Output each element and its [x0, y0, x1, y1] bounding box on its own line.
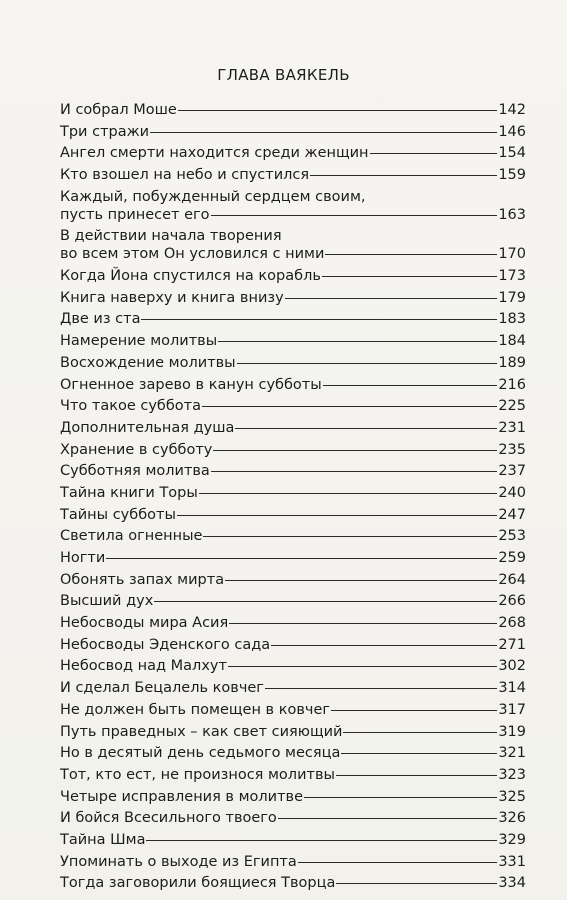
toc-entry-title: Четыре исправления в молитве — [60, 788, 303, 805]
toc-entry — [60, 505, 526, 526]
toc-entry-row — [60, 700, 526, 721]
toc-entry — [60, 461, 526, 482]
toc-entry-title: Небосводы мира Асия — [60, 615, 229, 632]
toc-entry-title: Дополнительная душа — [60, 419, 235, 436]
toc-entry-page-number: 231 — [498, 419, 526, 436]
toc-entry — [60, 678, 526, 699]
toc-entry — [60, 613, 526, 634]
toc-entry-row — [60, 873, 526, 894]
toc-entry-title: Книга наверху и книга внизу — [60, 289, 284, 306]
toc-entry-page-number: 216 — [498, 376, 526, 393]
toc-entry-row — [60, 440, 526, 461]
toc-entry — [60, 808, 526, 829]
toc-entry-row — [60, 266, 526, 287]
toc-entry — [60, 722, 526, 743]
toc-entry-leader — [285, 298, 498, 299]
toc-entry-page-number: 159 — [498, 167, 526, 184]
toc-entry-leader — [178, 110, 498, 111]
toc-entry-row — [60, 396, 526, 417]
toc-entry-row — [60, 830, 526, 851]
toc-entry-row — [60, 635, 526, 656]
toc-entry — [60, 122, 526, 143]
toc-entry-page-number: 173 — [498, 268, 526, 285]
toc-entry-row — [60, 483, 526, 504]
toc-entry-title: Что такое суббота — [60, 398, 201, 415]
toc-entry-leader — [322, 276, 497, 277]
toc-entry-leader — [235, 428, 497, 429]
toc-entry-page-number: 247 — [498, 506, 526, 523]
toc-entry — [60, 440, 526, 461]
toc-entry-page-number: 259 — [498, 550, 526, 566]
toc-entry-page-number: 325 — [498, 788, 526, 805]
toc-entry-title: Не должен быть помещен в ковчег — [60, 701, 330, 718]
toc-entry-leader — [199, 493, 497, 494]
toc-entry-row — [60, 143, 526, 164]
toc-entry — [60, 548, 526, 569]
toc-entry-row — [60, 787, 526, 808]
toc-entry — [60, 353, 526, 374]
toc-entry-title: Восхождение молитвы — [60, 354, 236, 371]
toc-entry-page-number: 321 — [498, 745, 526, 762]
toc-entry-leader — [213, 450, 497, 451]
toc-entry-title: Небосвод над Малхут — [60, 658, 227, 675]
toc-entry-page-number: 331 — [498, 853, 526, 870]
toc-entry-leader — [343, 732, 497, 733]
toc-entry-title: Светила огненные — [60, 528, 203, 545]
toc-entry-row — [60, 288, 526, 309]
toc-entry-leader — [304, 797, 497, 798]
toc-entry-page-number: 237 — [498, 463, 526, 480]
toc-entry-leader — [177, 515, 497, 516]
toc-entry-page-number: 264 — [498, 571, 526, 588]
toc-entry-leader — [106, 558, 497, 559]
toc-entry-leader — [154, 601, 497, 602]
toc-entry-row — [60, 613, 526, 634]
chapter-title: ГЛАВА ВАЯКЕЛЬ — [217, 66, 350, 84]
toc-entry-row — [60, 461, 526, 482]
toc-entry-title: Хранение в субботу — [60, 441, 213, 458]
toc-entry-row — [60, 418, 526, 439]
toc-entry-title: Высший дух — [60, 593, 154, 610]
toc-entry — [60, 700, 526, 721]
toc-entry — [60, 143, 526, 164]
toc-entry-page-number: 326 — [498, 810, 526, 827]
toc-entry-leader — [370, 153, 498, 154]
toc-entry-row — [60, 165, 526, 186]
toc-entry-page-number: 319 — [498, 723, 526, 740]
toc-entry-page-number: 323 — [498, 766, 526, 783]
toc-entry-leader — [265, 688, 497, 689]
toc-entry-leader — [341, 753, 497, 754]
toc-entry — [60, 635, 526, 656]
toc-entry — [60, 331, 526, 352]
toc-entry-title: Упоминать о выходе из Египта — [60, 853, 297, 870]
toc-entry-leader — [237, 363, 498, 364]
toc-entry-leader — [310, 175, 497, 176]
toc-entry — [60, 309, 526, 330]
toc-entry — [60, 396, 526, 417]
toc-entry-leader — [298, 862, 498, 863]
toc-entry-page-number: 146 — [498, 123, 526, 140]
toc-entry-leader — [278, 818, 498, 819]
toc-entry-title: Обонять запах мирта — [60, 571, 225, 588]
toc-entry-title: Тайны субботы — [60, 506, 176, 523]
toc-entry-leader — [141, 319, 497, 320]
toc-entry-row — [60, 375, 526, 396]
toc-entry-title: Ногти — [60, 550, 106, 566]
toc-entry-page-number: 302 — [498, 658, 526, 675]
toc-entry — [60, 873, 526, 894]
toc-entry-page-number: 314 — [498, 680, 526, 697]
toc-entry-row — [60, 852, 526, 873]
toc-entry-row — [60, 765, 526, 786]
toc-entry-page-number: 142 — [498, 102, 526, 118]
toc-entry-leader — [211, 215, 498, 216]
toc-entry — [60, 227, 526, 263]
toc-entry — [60, 765, 526, 786]
toc-entry-page-number: 240 — [498, 484, 526, 501]
toc-entry-title: во всем этом Он условился с ними — [60, 246, 325, 263]
toc-entry-row — [60, 570, 526, 591]
toc-entry-title: Путь праведных – как свет сияющий — [60, 723, 343, 740]
toc-entry-title: Намерение молитвы — [60, 333, 218, 350]
toc-entry-title: Субботняя молитва — [60, 463, 210, 480]
toc-entry-page-number: 179 — [498, 289, 526, 306]
toc-entry-leader — [146, 840, 497, 841]
toc-entry-page-number: 184 — [498, 333, 526, 350]
toc-entry-leader — [336, 775, 497, 776]
toc-entry-title: И бойся Всесильного твоего — [60, 810, 277, 827]
toc-entry-page-number: 329 — [498, 831, 526, 848]
toc-entry-row — [60, 678, 526, 699]
toc-entry-row — [60, 743, 526, 764]
toc-entry-page-number: 334 — [498, 875, 526, 892]
toc-entry — [60, 591, 526, 612]
toc-entry-title: Небосводы Эденского сада — [60, 636, 271, 653]
toc-entry-row — [60, 505, 526, 526]
toc-entry-page-number: 271 — [498, 636, 526, 653]
toc-entry-title: Три стражи — [60, 123, 150, 140]
toc-entry-leader — [323, 385, 498, 386]
toc-entry-leader — [225, 580, 497, 581]
toc-entry-leader — [203, 536, 497, 537]
toc-entry-title: Ангел смерти находится среди женщин — [60, 145, 369, 162]
toc-entry-row — [60, 591, 526, 612]
toc-entry-page-number: 170 — [498, 246, 526, 263]
toc-entry-title: Тогда заговорили боящиеся Творца — [60, 875, 336, 892]
toc-entry-page-number: 266 — [498, 593, 526, 610]
toc-entry — [60, 418, 526, 439]
toc-entry-row — [60, 100, 526, 121]
toc-entry-row — [60, 331, 526, 352]
toc-entry-page-number: 225 — [498, 398, 526, 415]
toc-entry-leader — [336, 883, 497, 884]
toc-entry — [60, 743, 526, 764]
toc-entry-page-number: 253 — [498, 528, 526, 545]
toc-entry — [60, 570, 526, 591]
table-of-contents — [60, 100, 526, 895]
toc-entry-leader — [211, 471, 497, 472]
toc-entry-title-line1: Каждый, побужденный сердцем своим, — [60, 189, 366, 206]
toc-entry-row — [60, 656, 526, 677]
toc-entry — [60, 188, 526, 224]
toc-entry-page-number: 154 — [498, 145, 526, 162]
toc-entry — [60, 165, 526, 186]
toc-entry — [60, 266, 526, 287]
toc-entry-row — [60, 526, 526, 547]
toc-entry — [60, 830, 526, 851]
toc-entry-title: И сделал Бецалель ковчег — [60, 680, 264, 697]
toc-entry-page-number: 268 — [498, 615, 526, 632]
toc-entry-title: Но в десятый день седьмого месяца — [60, 745, 341, 762]
toc-entry-row — [60, 353, 526, 374]
toc-entry-leader — [150, 132, 497, 133]
toc-entry — [60, 100, 526, 121]
toc-entry-page-number: 317 — [498, 701, 526, 718]
toc-entry-page-number: 183 — [498, 311, 526, 328]
toc-entry-row — [60, 722, 526, 743]
toc-entry-page-number: 163 — [498, 207, 526, 224]
toc-entry-row — [60, 309, 526, 330]
toc-entry-row — [60, 808, 526, 829]
toc-entry-title: Две из ста — [60, 311, 141, 328]
toc-entry-leader — [229, 623, 497, 624]
toc-entry-page-number: 189 — [498, 354, 526, 371]
toc-entry-leader — [218, 341, 497, 342]
toc-entry-row — [60, 206, 526, 224]
toc-entry-row — [60, 548, 526, 569]
toc-entry-leader — [202, 406, 497, 407]
toc-entry-title: Огненное зарево в канун субботы — [60, 376, 322, 393]
toc-entry — [60, 656, 526, 677]
toc-entry-title: Тот, кто ест, не произнося молитвы — [60, 766, 335, 783]
toc-entry — [60, 526, 526, 547]
toc-entry-title: Тайна книги Торы — [60, 484, 198, 501]
toc-entry-title: И собрал Моше — [60, 102, 177, 118]
toc-entry-leader — [228, 666, 497, 667]
toc-entry — [60, 787, 526, 808]
toc-entry — [60, 852, 526, 873]
toc-entry-page-number: 235 — [498, 441, 526, 458]
toc-entry-leader — [325, 254, 497, 255]
toc-entry-title: Кто взошел на небо и спустился — [60, 167, 310, 184]
toc-entry-row — [60, 245, 526, 263]
toc-entry-row — [60, 122, 526, 143]
toc-entry-title: Тайна Шма — [60, 831, 146, 848]
toc-entry — [60, 375, 526, 396]
toc-entry — [60, 288, 526, 309]
toc-entry-title: Когда Йона спустился на корабль — [60, 268, 321, 285]
toc-entry-leader — [331, 710, 497, 711]
toc-entry-leader — [271, 645, 497, 646]
toc-entry — [60, 483, 526, 504]
toc-entry-title-line1: В действии начала творения — [60, 228, 282, 245]
toc-entry-title: пусть принесет его — [60, 207, 210, 224]
